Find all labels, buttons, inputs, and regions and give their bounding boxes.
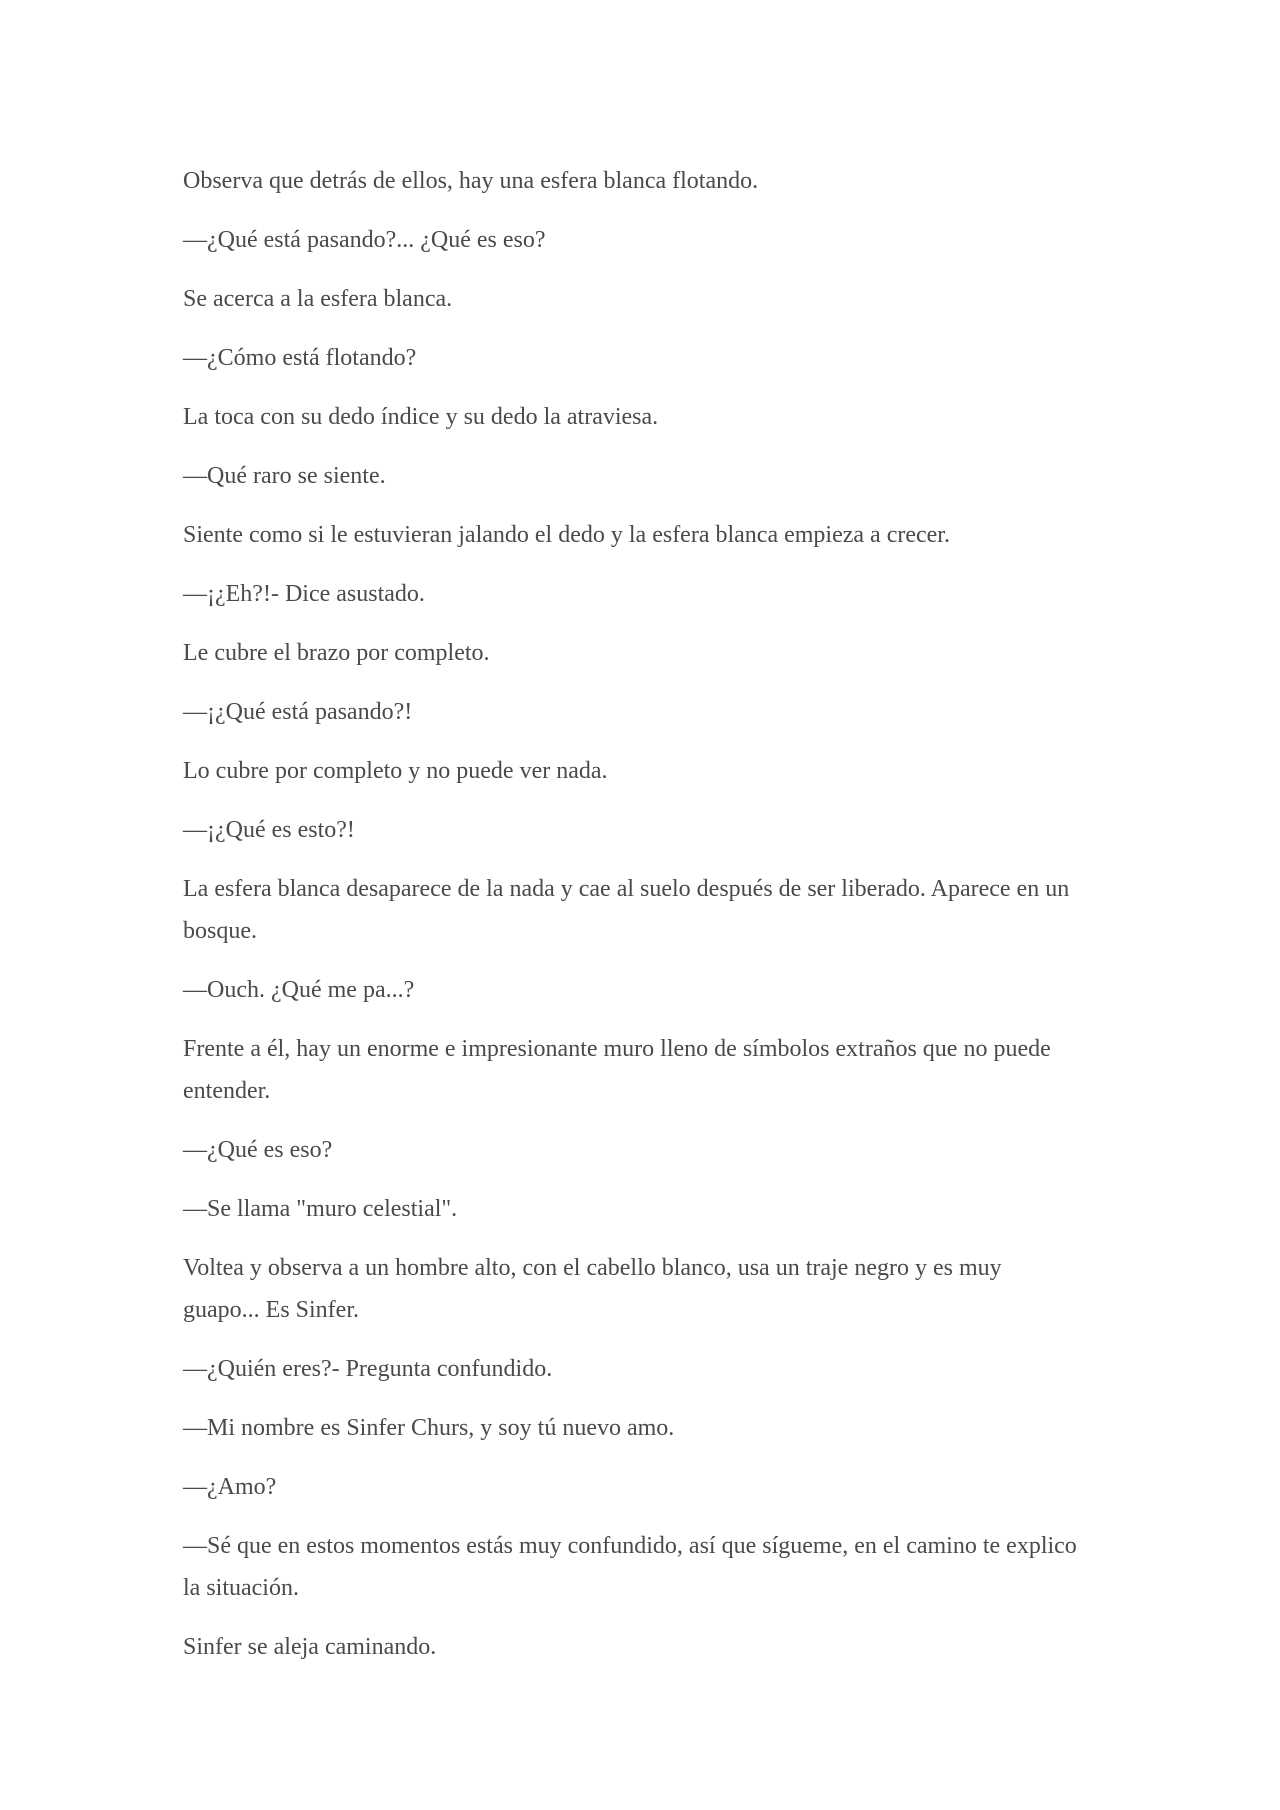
paragraph: —Mi nombre es Sinfer Churs, y soy tú nuevo amo. <box>183 1415 675 1441</box>
paragraph: Lo cubre por completo y no puede ver nada. <box>183 758 608 784</box>
paragraph: La toca con su dedo índice y su dedo la atraviesa. <box>183 404 659 430</box>
paragraph: —Qué raro se siente. <box>183 463 386 489</box>
paragraph: —¿Cómo está flotando? <box>183 345 417 371</box>
paragraph: Siente como si le estuvieran jalando el dedo y la esfera blanca empieza a crecer. <box>183 522 950 548</box>
paragraph: Sinfer se aleja caminando. <box>183 1634 437 1660</box>
paragraph: —¡¿Eh?!- Dice asustado. <box>183 581 425 607</box>
paragraph: Se acerca a la esfera blanca. <box>183 286 453 312</box>
paragraph: La esfera blanca desaparece de la nada y cae al suelo después de ser liberado. Aparece en un bosque. <box>183 876 1070 944</box>
paragraph: —¿Qué es eso? <box>183 1137 333 1163</box>
paragraph: Observa que detrás de ellos, hay una esfera blanca flotando. <box>183 168 759 194</box>
paragraph: —Ouch. ¿Qué me pa...? <box>183 977 415 1003</box>
paragraph: —Sé que en estos momentos estás muy confundido, así que sígueme, en el camino te explico la situación. <box>183 1533 1077 1601</box>
paragraph: Le cubre el brazo por completo. <box>183 640 490 666</box>
paragraph: —¿Quién eres?- Pregunta confundido. <box>183 1356 553 1382</box>
paragraph: Voltea y observa a un hombre alto, con el cabello blanco, usa un traje negro y es muy guapo... Es Sinfer. <box>183 1255 1002 1323</box>
document-body <box>183 160 1083 1685</box>
paragraph: —¿Qué está pasando?... ¿Qué es eso? <box>183 227 546 253</box>
paragraph: Frente a él, hay un enorme e impresionante muro lleno de símbolos extraños que no puede entender. <box>183 1036 1051 1104</box>
paragraph: —Se llama "muro celestial". <box>183 1196 458 1222</box>
paragraph: —¡¿Qué es esto?! <box>183 817 355 843</box>
paragraph: —¿Amo? <box>183 1474 277 1500</box>
paragraph: —¡¿Qué está pasando?! <box>183 699 413 725</box>
